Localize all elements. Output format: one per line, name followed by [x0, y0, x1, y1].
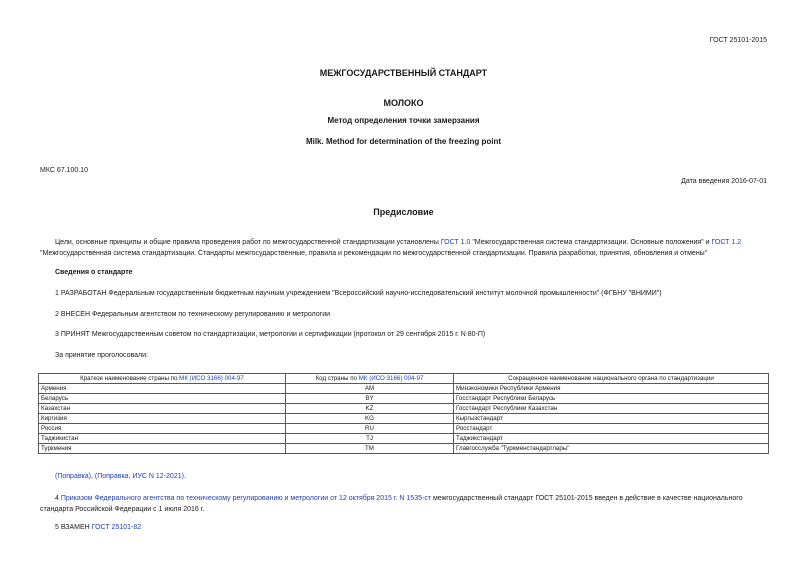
- cell-body: Кыргызстандарт: [454, 414, 769, 424]
- table-row: [39, 394, 769, 404]
- item-2: 2 ВНЕСЕН Федеральным агентством по техническому регулированию и метрологии: [55, 311, 331, 318]
- table-row: [39, 404, 769, 414]
- item-5-prefix: 5 ВЗАМЕН: [55, 524, 92, 531]
- amendment-end: .: [183, 473, 186, 480]
- amendments-line: [55, 473, 186, 480]
- mks-code: МКС 67.100.10: [40, 167, 88, 174]
- cell-body: Минэкономики Республики Армения: [454, 384, 769, 394]
- header-country: [39, 374, 286, 384]
- header-code: [286, 374, 454, 384]
- header-country-label: Краткое наименование страны по: [80, 375, 180, 382]
- link-gost-1-2[interactable]: ГОСТ 1.2: [711, 239, 742, 246]
- link-amendment-ius[interactable]: (Поправка. ИУС N 12-2021): [94, 473, 184, 480]
- intro-date: Дата введения 2016-07-01: [681, 178, 767, 185]
- cell-body: Госстандарт Республики Казахстан: [454, 404, 769, 414]
- cell-code: BY: [286, 394, 454, 404]
- cell-body: Главгосслужба "Туркменстандартлары": [454, 444, 769, 454]
- table-header-row: [39, 374, 769, 384]
- foreword-part3: "Межгосударственная система стандартизации. Стандарты межгосударственные, правила и рекомендации по межгосударственной стандартизации. Правила разработки, принятия, обновления и отмены": [40, 250, 708, 257]
- cell-country: Беларусь: [39, 394, 286, 404]
- link-mk-iso-country[interactable]: МК (ИСО 3166) 004-97: [179, 375, 244, 382]
- foreword-part1: Цели, основные принципы и общие правила проведения работ по межгосударственной стандартизации установлены: [55, 239, 441, 246]
- cell-code: TM: [286, 444, 454, 454]
- info-title: Сведения о стандарте: [55, 269, 133, 276]
- header-body: Сокращенное наименование национального органа по стандартизации: [454, 374, 769, 384]
- item-5: [55, 524, 141, 531]
- cell-code: RU: [286, 424, 454, 434]
- cell-country: Армения: [39, 384, 286, 394]
- foreword-part2: "Межгосударственная система стандартизации. Основные положения" и: [470, 239, 712, 246]
- item-4-prefix: 4: [55, 495, 61, 502]
- document-code: ГОСТ 25101-2015: [709, 37, 767, 44]
- standard-heading: МЕЖГОСУДАРСТВЕННЫЙ СТАНДАРТ: [319, 68, 488, 78]
- item-1: 1 РАЗРАБОТАН Федеральным государственным бюджетным научным учреждением "Всероссийский научно-исследовательский институт молочной промышленности" (ФГБНУ "ВНИМИ"): [55, 290, 662, 297]
- item-4-text: межгосударственный стандарт ГОСТ 25101-2015 введен в действие в качестве национального: [431, 495, 743, 502]
- cell-country: Таджикистан: [39, 434, 286, 444]
- item-4: [40, 493, 770, 515]
- table-row: [39, 424, 769, 434]
- cell-body: Росстандарт: [454, 424, 769, 434]
- link-gost-1-0[interactable]: ГОСТ 1.0: [440, 239, 471, 246]
- link-gost-25101-82[interactable]: ГОСТ 25101-82: [91, 524, 142, 531]
- cell-code: TJ: [286, 434, 454, 444]
- cell-code: KG: [286, 414, 454, 424]
- table-row: [39, 434, 769, 444]
- voted-label: За принятие проголосовали:: [55, 352, 148, 359]
- document-title-en: Milk. Method for determination of the freezing point: [305, 137, 502, 146]
- link-order-1535[interactable]: Приказом Федерального агентства по техническому регулированию и метрологии от 12 октября 2015 г. N 1535-ст: [60, 495, 432, 502]
- table-row: [39, 384, 769, 394]
- foreword-text: [40, 237, 770, 259]
- amendment-separator: ,: [91, 473, 95, 480]
- document-subtitle: Метод определения точки замерзания: [327, 116, 480, 125]
- cell-country: Туркмения: [39, 444, 286, 454]
- table-row: [39, 414, 769, 424]
- item-3: 3 ПРИНЯТ Межгосударственным советом по стандартизации, метрологии и сертификации (протокол от 29 сентября 2015 г. N 80-П): [55, 331, 486, 338]
- cell-code: KZ: [286, 404, 454, 414]
- link-mk-iso-code[interactable]: МК (ИСО 3166) 004-97: [358, 375, 424, 382]
- link-amendment[interactable]: (Поправка): [55, 473, 91, 480]
- cell-country: Россия: [39, 424, 286, 434]
- table-row: [39, 444, 769, 454]
- voting-states-table: [38, 373, 769, 454]
- header-code-label: Код страны по: [315, 375, 359, 382]
- document-title: МОЛОКО: [383, 98, 424, 108]
- cell-country: Казахстан: [39, 404, 286, 414]
- cell-code: AM: [286, 384, 454, 394]
- cell-country: Киргизия: [39, 414, 286, 424]
- item-4-line2: стандарта Российской Федерации с 1 июля 2016 г.: [40, 506, 205, 513]
- cell-body: Госстандарт Республики Беларусь: [454, 394, 769, 404]
- cell-body: Таджикстандарт: [454, 434, 769, 444]
- foreword-title: Предисловие: [373, 207, 434, 217]
